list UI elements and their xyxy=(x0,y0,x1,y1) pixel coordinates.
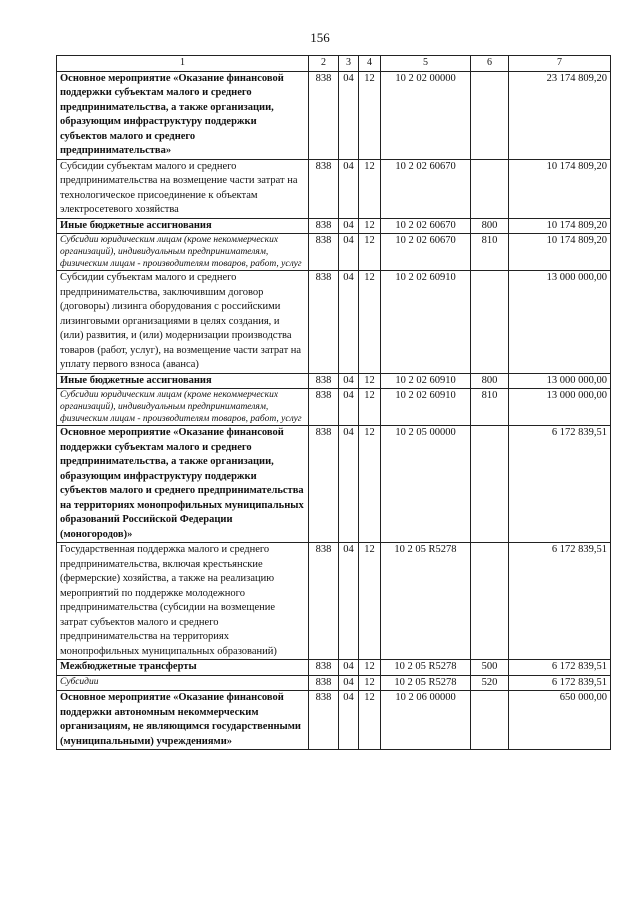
column-number: 6 xyxy=(471,56,509,72)
amount: 650 000,00 xyxy=(509,691,611,750)
amount: 10 174 809,20 xyxy=(509,218,611,234)
table-row xyxy=(57,543,611,660)
row-name: Межбюджетные трансферты xyxy=(57,660,309,676)
ministry-code: 838 xyxy=(309,271,339,374)
section-code: 04 xyxy=(339,389,359,426)
row-name: Иные бюджетные ассигнования xyxy=(57,218,309,234)
table-row xyxy=(57,660,611,676)
target-article: 10 2 02 60910 xyxy=(381,373,471,389)
expense-type xyxy=(471,71,509,159)
ministry-code: 838 xyxy=(309,373,339,389)
section-code: 04 xyxy=(339,218,359,234)
amount: 6 172 839,51 xyxy=(509,675,611,691)
subsection-code: 12 xyxy=(359,234,381,271)
target-article: 10 2 02 60910 xyxy=(381,271,471,374)
row-name: Субсидии юридическим лицам (кроме некоммерческих организаций), индивидуальным предпринимателям, физическим лицам - производителям товаров, работ, услуг xyxy=(57,389,309,426)
table-row xyxy=(57,426,611,543)
amount: 10 174 809,20 xyxy=(509,234,611,271)
target-article: 10 2 05 R5278 xyxy=(381,675,471,691)
ministry-code: 838 xyxy=(309,71,339,159)
ministry-code: 838 xyxy=(309,234,339,271)
amount: 6 172 839,51 xyxy=(509,660,611,676)
table-row xyxy=(57,271,611,374)
table-row xyxy=(57,389,611,426)
row-name: Основное мероприятие «Оказание финансовой поддержки автономным некоммерческим организациям, не являющимся государственными (муниципальными) учреждениями» xyxy=(57,691,309,750)
target-article: 10 2 02 00000 xyxy=(381,71,471,159)
target-article: 10 2 02 60670 xyxy=(381,159,471,218)
target-article: 10 2 02 60670 xyxy=(381,218,471,234)
amount: 13 000 000,00 xyxy=(509,373,611,389)
target-article: 10 2 05 R5278 xyxy=(381,660,471,676)
column-number: 2 xyxy=(309,56,339,72)
expense-type xyxy=(471,691,509,750)
section-code: 04 xyxy=(339,159,359,218)
amount: 10 174 809,20 xyxy=(509,159,611,218)
amount: 6 172 839,51 xyxy=(509,543,611,660)
expense-type xyxy=(471,159,509,218)
table-row xyxy=(57,373,611,389)
amount: 13 000 000,00 xyxy=(509,271,611,374)
ministry-code: 838 xyxy=(309,675,339,691)
column-number: 5 xyxy=(381,56,471,72)
row-name: Основное мероприятие «Оказание финансовой поддержки субъектам малого и среднего предпринимательства, а также организации, образующим инфраструктуру поддержки субъектов малого и среднего предпринимательства» xyxy=(57,71,309,159)
row-name: Субсидии субъектам малого и среднего предпринимательства на возмещение части затрат на технологическое присоединение к объектам электросетевого хозяйства xyxy=(57,159,309,218)
row-name: Государственная поддержка малого и среднего предпринимательства, включая крестьянские (фермерские) хозяйства, а также на реализацию мероприятий по поддержке молодежного предпринимательства (субсидии на возмещение затрат субъектов малого и среднего предпринимательства на территориях монопрофильных муниципальных образований) xyxy=(57,543,309,660)
subsection-code: 12 xyxy=(359,389,381,426)
subsection-code: 12 xyxy=(359,218,381,234)
section-code: 04 xyxy=(339,234,359,271)
table-row xyxy=(57,234,611,271)
target-article: 10 2 05 00000 xyxy=(381,426,471,543)
page-number: 156 xyxy=(310,30,330,45)
section-code: 04 xyxy=(339,691,359,750)
section-code: 04 xyxy=(339,71,359,159)
expense-type xyxy=(471,271,509,374)
ministry-code: 838 xyxy=(309,660,339,676)
subsection-code: 12 xyxy=(359,71,381,159)
expense-type: 810 xyxy=(471,389,509,426)
amount: 6 172 839,51 xyxy=(509,426,611,543)
subsection-code: 12 xyxy=(359,675,381,691)
column-number-row xyxy=(57,56,611,72)
table-row xyxy=(57,218,611,234)
expense-type: 800 xyxy=(471,218,509,234)
expense-type: 520 xyxy=(471,675,509,691)
table-row xyxy=(57,159,611,218)
subsection-code: 12 xyxy=(359,271,381,374)
target-article: 10 2 02 60670 xyxy=(381,234,471,271)
table-row xyxy=(57,691,611,750)
target-article: 10 2 06 00000 xyxy=(381,691,471,750)
row-name: Субсидии юридическим лицам (кроме некоммерческих организаций), индивидуальным предпринимателям, физическим лицам - производителям товаров, работ, услуг xyxy=(57,234,309,271)
amount: 23 174 809,20 xyxy=(509,71,611,159)
ministry-code: 838 xyxy=(309,389,339,426)
section-code: 04 xyxy=(339,271,359,374)
subsection-code: 12 xyxy=(359,660,381,676)
column-number: 3 xyxy=(339,56,359,72)
subsection-code: 12 xyxy=(359,691,381,750)
budget-table xyxy=(56,55,611,750)
subsection-code: 12 xyxy=(359,543,381,660)
ministry-code: 838 xyxy=(309,543,339,660)
target-article: 10 2 05 R5278 xyxy=(381,543,471,660)
subsection-code: 12 xyxy=(359,373,381,389)
expense-type: 500 xyxy=(471,660,509,676)
row-name: Основное мероприятие «Оказание финансовой поддержки субъектам малого и среднего предпринимательства, а также организации, образующим инфраструктуру поддержки субъектов малого и среднего предпринимательства на территориях монопрофильных муниципальных образований Российской Федерации (моногородов)» xyxy=(57,426,309,543)
expense-type: 800 xyxy=(471,373,509,389)
section-code: 04 xyxy=(339,543,359,660)
section-code: 04 xyxy=(339,675,359,691)
subsection-code: 12 xyxy=(359,159,381,218)
expense-type: 810 xyxy=(471,234,509,271)
ministry-code: 838 xyxy=(309,159,339,218)
table-row xyxy=(57,675,611,691)
ministry-code: 838 xyxy=(309,691,339,750)
amount: 13 000 000,00 xyxy=(509,389,611,426)
subsection-code: 12 xyxy=(359,426,381,543)
row-name: Иные бюджетные ассигнования xyxy=(57,373,309,389)
table-row xyxy=(57,71,611,159)
row-name: Субсидии xyxy=(57,675,309,691)
target-article: 10 2 02 60910 xyxy=(381,389,471,426)
column-number: 4 xyxy=(359,56,381,72)
ministry-code: 838 xyxy=(309,426,339,543)
section-code: 04 xyxy=(339,373,359,389)
ministry-code: 838 xyxy=(309,218,339,234)
row-name: Субсидии субъектам малого и среднего предпринимательства, заключившим договор (договоры) лизинга оборудования с российскими лизинговыми организациями в целях создания, и (или) развития, и (или) модернизации производства товаров (работ, услуг), на возмещение части затрат на уплату первого взноса (аванса) xyxy=(57,271,309,374)
section-code: 04 xyxy=(339,660,359,676)
expense-type xyxy=(471,426,509,543)
column-number: 1 xyxy=(57,56,309,72)
expense-type xyxy=(471,543,509,660)
column-number: 7 xyxy=(509,56,611,72)
section-code: 04 xyxy=(339,426,359,543)
